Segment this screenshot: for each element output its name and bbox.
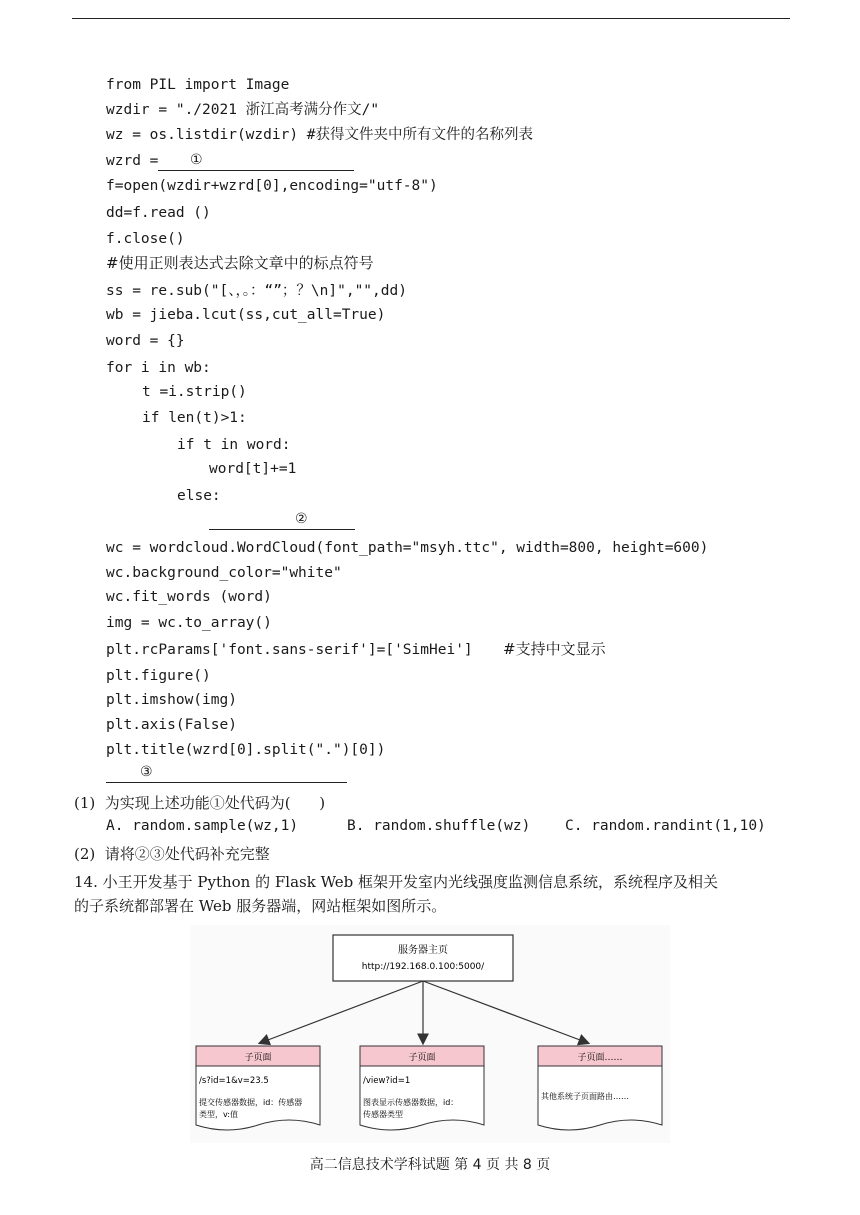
child-2-desc-2: 传感器类型 <box>363 1110 403 1119</box>
blank-3-label: ③ <box>140 764 153 780</box>
code-line: if len(t)>1: <box>142 410 247 426</box>
child-2-desc-1: 图表显示传感器数据，id： <box>363 1098 459 1107</box>
code-line: plt.figure() <box>106 668 211 684</box>
question-1-stem: (1) 为实现上述功能①处代码为( ) <box>74 794 326 812</box>
code-line: plt.rcParams['font.sans-serif']=['SimHei'] <box>106 642 473 658</box>
root-node <box>333 935 513 981</box>
option-a: A. random.sample(wz,1) <box>106 818 299 834</box>
code-line: f.close() <box>106 231 185 247</box>
option-c: C. random.randint(1,10) <box>565 818 766 834</box>
code-line: f=open(wzdir+wzrd[0],encoding="utf-8") <box>106 178 438 194</box>
child-2-head: 子页面 <box>408 1053 436 1063</box>
top-rule <box>72 18 790 19</box>
code-line: t =i.strip() <box>142 384 247 400</box>
question-14-line-2: 的子系统都部署在 Web 服务器端，网站框架如图所示。 <box>74 897 447 915</box>
edge-left <box>260 981 423 1043</box>
code-line: ss = re.sub("[、，。：“”；？\n]","",dd) <box>106 283 407 299</box>
code-line: wc.fit_words (word) <box>106 589 272 605</box>
code-line: wb = jieba.lcut(ss,cut_all=True) <box>106 307 386 323</box>
question-14-line-1: 14. 小王开发基于 Python 的 Flask Web 框架开发室内光线强度监测信息系统，系统程序及相关 <box>74 873 719 891</box>
child-3-desc-1: 其他系统子页面路由…… <box>541 1092 629 1101</box>
code-comment: #使用正则表达式去除文章中的标点符号 <box>106 254 374 272</box>
child-1-route: /s?id=1&v=23.5 <box>199 1076 269 1086</box>
child-node-3 <box>538 1046 662 1130</box>
diagram-svg <box>190 925 670 1143</box>
code-line: wz = os.listdir(wzdir) #获得文件夹中所有文件的名称列表 <box>106 127 534 143</box>
child-1-head: 子页面 <box>244 1053 272 1063</box>
root-url: http://192.168.0.100:5000/ <box>361 962 485 972</box>
code-line: wzdir = "./2021 浙江高考满分作文/" <box>106 102 380 118</box>
child-node-1 <box>196 1046 320 1130</box>
code-line: dd=f.read () <box>106 205 211 221</box>
code-line: for i in wb: <box>106 360 211 376</box>
child-1-desc-2: 类型，v:值 <box>199 1110 238 1119</box>
root-title: 服务器主页 <box>398 945 448 956</box>
child-1-desc-1: 提交传感器数据，id：传感器 <box>199 1098 303 1107</box>
blank-1 <box>158 152 354 171</box>
code-line: word[t]+=1 <box>209 461 297 477</box>
blank-2-label: ② <box>295 511 308 527</box>
code-line: from PIL import Image <box>106 77 290 93</box>
code-comment: #支持中文显示 <box>503 640 606 658</box>
code-line: if t in word: <box>177 437 291 453</box>
code-line: wc = wordcloud.WordCloud(font_path="msyh.ttc", width=800, height=600) <box>106 540 709 556</box>
website-structure-diagram <box>190 925 670 1143</box>
edge-right <box>423 981 588 1043</box>
code-line: plt.axis(False) <box>106 717 237 733</box>
blank-3 <box>106 764 347 783</box>
code-line: img = wc.to_array() <box>106 615 272 631</box>
child-node-2 <box>360 1046 484 1130</box>
code-line: plt.title(wzrd[0].split(".")[0]) <box>106 742 386 758</box>
child-2-route: /view?id=1 <box>363 1076 411 1086</box>
code-line: else: <box>177 488 221 504</box>
blank-2 <box>209 511 355 530</box>
code-line: word = {} <box>106 333 185 349</box>
child-3-head: 子页面…… <box>577 1053 623 1063</box>
code-line: plt.imshow(img) <box>106 692 237 708</box>
option-b: B. random.shuffle(wz) <box>347 818 531 834</box>
question-2-stem: (2) 请将②③处代码补充完整 <box>74 845 270 863</box>
code-line: wzrd = <box>106 153 159 169</box>
code-line: wc.background_color="white" <box>106 565 342 581</box>
blank-1-label: ① <box>190 152 203 168</box>
page-footer: 高二信息技术学科试题 第 4 页 共 8 页 <box>309 1157 551 1173</box>
